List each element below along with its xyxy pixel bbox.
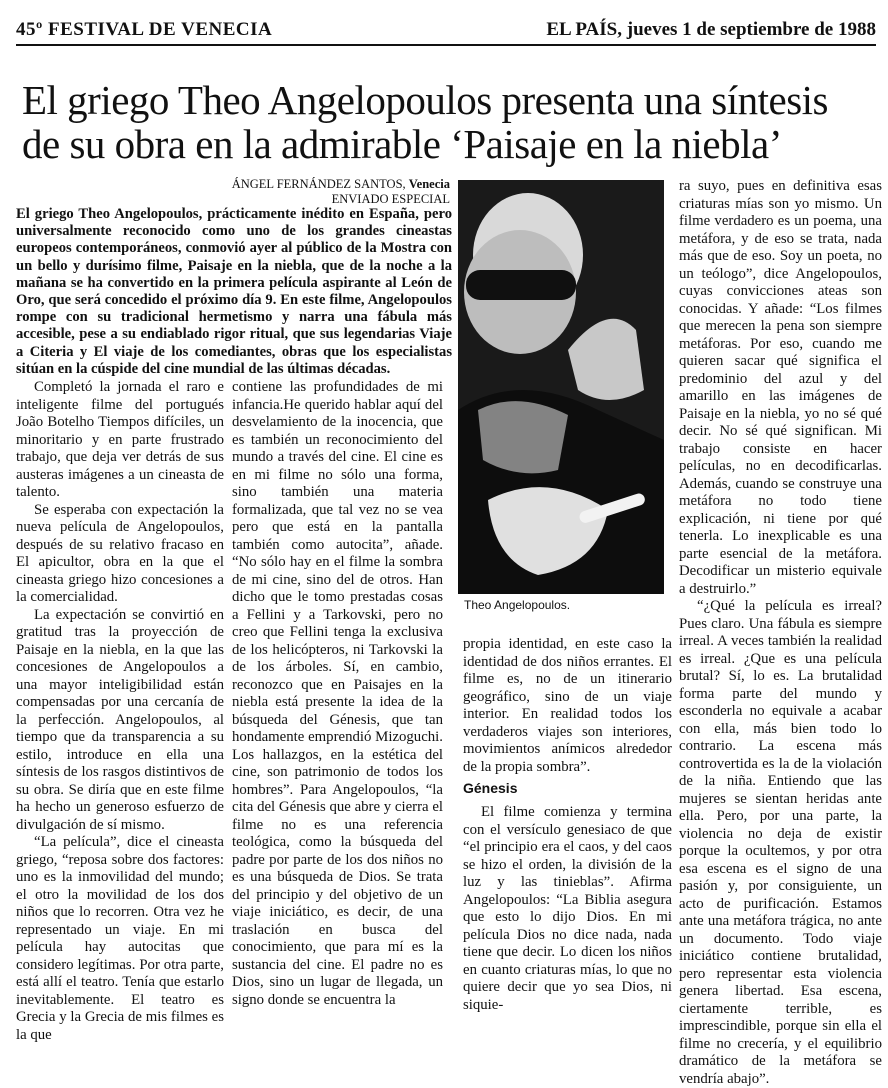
- portrait-photo: [458, 180, 664, 594]
- paragraph: Completó la jornada el raro e inteligente filme del portugués João Botelho Tiempos difíciles, un minoritario y en parte frustrado trabajo, que deja ver detrás de sus austeras imágenes a un cineasta de talento.: [16, 379, 224, 500]
- paragraph: contiene las profundidades de mi infancia.He querido hablar aquí del desvelamiento de la inocencia, que es también un reconocimiento del mundo a través del cine. El cine es en mi filme no sólo una forma, sino también una materia formalizada, que tal vez no se vea pero que está en la pantalla también como autocita”, añade. “No sólo hay en el filme la sombra de mi cine, sino del de otros. Han dicho que le tomo prestadas cosas a Fellini y a Tarkovski, pero no creo que Fellini tenga la exclusiva de los helicópteros, ni Tarkovski la de los árboles. Sí, en cambio, reconozco que en Paisajes en la niebla está presente la idea de la búsqueda del Génesis, que tan hondamente emprendió Mizoguchi. Los hallazgos, en la estética del cine, son patrimonio de todos los hombres”. Para Angelopoulos, “la cita del Génesis que abre y cierra el filme no es una referencia teológica, como la búsqueda del padre por parte de los dos niños no es una búsqueda de Dios. Se trata del principio y del objetivo de un viaje iniciático, es decir, de una traslación en busca del conocimiento, que para mí es la sustancia del cine. El padre no es Dios, sino un lugar de llegada, un signo donde se encuentra la: [232, 379, 443, 1008]
- paragraph: Se esperaba con expectación la nueva película de Angelopoulos, después de su relativo fracaso en El apicultor, obra en la que el cineasta griego hizo concesiones a la comercialidad.: [16, 501, 224, 605]
- section-title: 45º FESTIVAL DE VENECIA: [16, 19, 273, 40]
- headline-line-2: de su obra en la admirable ‘Paisaje en la niebla’: [22, 121, 782, 167]
- paragraph: La expectación se convirtió en gratitud tras la proyección de Paisaje en la niebla, en la que las concesiones de Angelopoulos a una mayor inteligibilidad están compensadas por una cercanía de la perfección. Angelopoulos, al tiempo que da transparencia a su estilo, introduce en ella una síntesis de los rasgos distintivos de su obra. Se diría que en este filme ha hecho un generoso esfuerzo de divulgación de sí mismo.: [16, 606, 224, 833]
- headline: [22, 78, 862, 166]
- portrait-illustration: [458, 180, 664, 594]
- paragraph: “La película”, dice el cineasta griego, “reposa sobre dos factores: uno es la inmovilidad del mundo; el otro la movilidad de los dos niños que lo recorren. Otra vez he representado un viaje. En mi película hay autocitas que considero legítimas. Por otra parte, está allí el teatro. Tenía que estarlo inevitablemente. El teatro es Grecia y la Grecia de mis filmes es la que: [16, 834, 224, 1043]
- paragraph: propia identidad, en este caso la identidad de dos niños errantes. El filme es, no de un itinerario geográfico, sino de un viaje interior. En realidad todos los verdaderos viajes son interiores, movimientos anímicos alrededor de la propia sombra”.: [463, 636, 672, 775]
- column-2: [232, 379, 443, 1009]
- byline: [200, 177, 450, 207]
- subheading: Génesis: [463, 780, 518, 796]
- paragraph: El filme comienza y termina con el versículo genesiaco de que “el principio era el caos, y del caos se hizo el orden, la división de la luz y las tinieblas”. Afirma Angelopoulos: “La Biblia asegura que esto lo dijo Dios. En mi película Dios no dice nada, nada tiene que decir. Lo dicen los niños en cuanto criaturas mías, lo que no quiere decir que yo sea Dios, ni siquie-: [463, 804, 672, 1013]
- byline-role: ENVIADO ESPECIAL: [331, 192, 450, 206]
- lead-paragraph: El griego Theo Angelopoulos, prácticamente inédito en España, pero universalmente reconocido como uno de los grandes cineastas europeos contemporáneos, conmovió ayer al público de la Mostra con un bello y durísimo filme, Paisaje en la niebla, que de la noche a la mañana se ha convertido en la primera película aspirante al León de Oro, que será concedido el próximo día 9. En este filme, Angelopoulos rompe con su tradicional hermetismo y narra una fábula más accesible, pese a su endiablado rigor ritual, que sus legendarias Viaje a Citeria y El viaje de los comediantes, obras que los especialistas sitúan en la cúspide del cine mundial de las últimas décadas.: [16, 206, 452, 377]
- column-4: [679, 178, 882, 1088]
- photo-caption: Theo Angelopoulos.: [464, 598, 571, 612]
- column-3: [463, 636, 672, 776]
- paragraph: “¿Qué la película es irreal? Pues claro. Una fábula es siempre irreal. A veces también la realidad es irreal. ¿Que es una película brutal? Sí, lo es. La brutalidad forma parte del mundo y esconderla no equivale a acabar con ella, más bien todo lo contrario. La escena más controvertida es la de la violación de la niña. Entiendo que las mujeres se sientan heridas ante ella. Pero, por una parte, la violencia no deja de existir porque la ocultemos, y por otra esa escena es el signo de una pasión y, por consiguiente, un acto de purificación. Estamos ante una metáfora trágica, no ante un documento. Todo viaje iniciático contiene brutalidad, pero representar esta violencia genera libertad. Esa escena, ciertamente terrible, es imprescindible, porque sin ella el filme no crecería, y el equilibrio dramático de la metáfora se vendría abajo”.: [679, 598, 882, 1087]
- headline-line-1: El griego Theo Angelopoulos presenta una síntesis: [22, 77, 828, 123]
- byline-place: Venecia: [408, 177, 450, 191]
- paragraph: ra suyo, pues en definitiva esas criaturas mías son yo mismo. Un filme verdadero es un poema, una metáfora, y de eso se trata, nada más que de eso. Soy un poeta, no un teólogo”, dice Angelopoulos, cuyas convicciones ateas son conocidas. Y añade: “Los filmes que merecen la pena son siempre metáforas. Por eso, cuando me quieren sacar qué significa el predominio del azul y del amarillo en las imágenes de Paisaje en la niebla, yo no sé qué decir. No sé qué significan. Mi trabajo consiste en hacer películas, no en decodificarlas. Además, cuando se construye una metáfora no todo tiene explicación, ni tiene por qué tenerla. Lo inexplicable es una parte esencial de la metáfora. Decodificar un misterio equivale a destruirlo.”: [679, 178, 882, 597]
- column-3-continued: [463, 804, 672, 1014]
- paper-date: EL PAÍS, jueves 1 de septiembre de 1988: [546, 19, 876, 40]
- byline-author: ÁNGEL FERNÁNDEZ SANTOS,: [231, 177, 406, 191]
- column-1: [16, 379, 224, 1044]
- page-header: [16, 14, 876, 46]
